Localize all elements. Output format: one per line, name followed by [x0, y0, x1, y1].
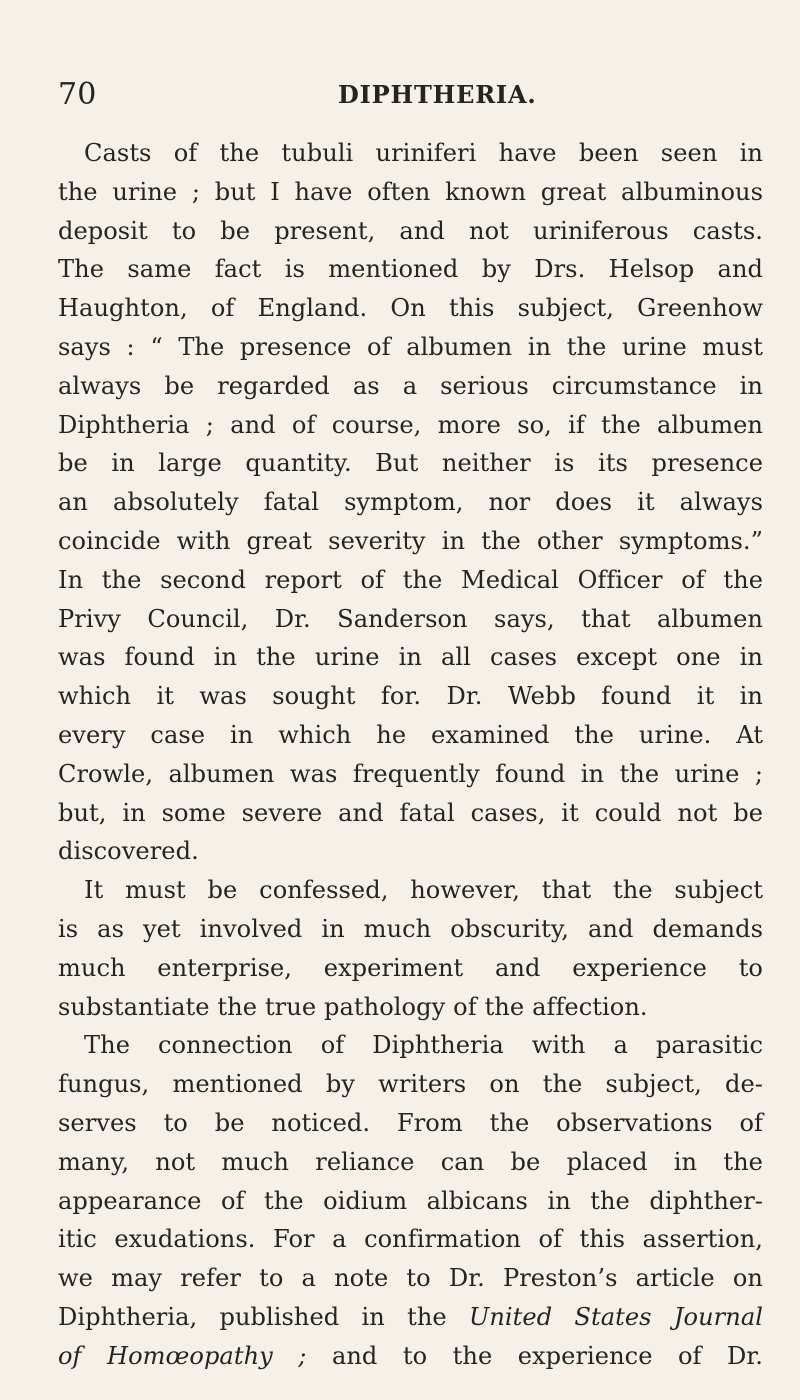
text-line: many, not much reliance can be placed in the: [58, 1147, 763, 1176]
text-line: deposit to be present, and not uriniferous casts.: [58, 216, 763, 245]
text-line: Diphtheria ; and of course, more so, if the albumen: [58, 410, 763, 439]
journal-title: United States Journal: [468, 1302, 763, 1331]
text-line: coincide with great severity in the other symptoms.”: [58, 526, 763, 555]
running-head: DIPHTHERIA.: [338, 80, 537, 109]
text-line: we may refer to a note to Dr. Preston’s article on: [58, 1264, 763, 1293]
journal-title-continued: of Homœopathy ;: [58, 1341, 307, 1370]
paragraph-3: [58, 1026, 763, 1375]
text-line: much enterprise, experiment and experience to: [58, 953, 763, 982]
text-line: fungus, mentioned by writers on the subject, de-: [58, 1070, 763, 1099]
text-line: [58, 1337, 763, 1376]
paragraph-1: [58, 134, 763, 871]
page-number: 70: [58, 77, 97, 112]
text-line: is as yet involved in much obscurity, and demands: [58, 914, 763, 943]
line-text: Diphtheria, published in the: [58, 1302, 447, 1331]
text-line: Privy Council, Dr. Sanderson says, that albumen: [58, 604, 763, 633]
text-line: [58, 1298, 763, 1337]
text-line: an absolutely fatal symptom, nor does it always: [58, 488, 763, 517]
text-line: was found in the urine in all cases except one in: [58, 643, 763, 672]
text-line: The connection of Diphtheria with a parasitic: [84, 1031, 763, 1060]
text-line: but, in some severe and fatal cases, it could not be: [58, 798, 763, 827]
text-line: the urine ; but I have often known great albuminous: [58, 177, 763, 206]
text-line: always be regarded as a serious circumstance in: [58, 371, 763, 400]
text-line: substantiate the true pathology of the affection.: [58, 992, 648, 1021]
text-line: says : “ The presence of albumen in the urine must: [58, 332, 763, 361]
line-text: and to the experience of Dr.: [331, 1341, 763, 1370]
text-line: The same fact is mentioned by Drs. Helsop and: [58, 255, 763, 284]
text-line: itic exudations. For a confirmation of this assertion,: [58, 1225, 763, 1254]
text-line: appearance of the oidium albicans in the diphther-: [58, 1186, 763, 1215]
text-line: serves to be noticed. From the observations of: [58, 1108, 763, 1137]
text-line: Haughton, of England. On this subject, Greenhow: [58, 294, 763, 323]
text-line: discovered.: [58, 837, 199, 866]
text-line: be in large quantity. But neither is its presence: [58, 449, 763, 478]
text-line: every case in which he examined the urine. At: [58, 720, 763, 749]
text-line: Crowle, albumen was frequently found in the urine ;: [58, 759, 763, 788]
text-line: Casts of the tubuli uriniferi have been seen in: [84, 139, 763, 167]
main-text: [58, 134, 763, 1376]
text-line: which it was sought for. Dr. Webb found it in: [58, 682, 763, 711]
text-line: It must be confessed, however, that the subject: [84, 876, 763, 905]
page-header: [58, 74, 748, 116]
text-line: In the second report of the Medical Officer of the: [58, 565, 763, 594]
paragraph-2: [58, 871, 763, 1026]
